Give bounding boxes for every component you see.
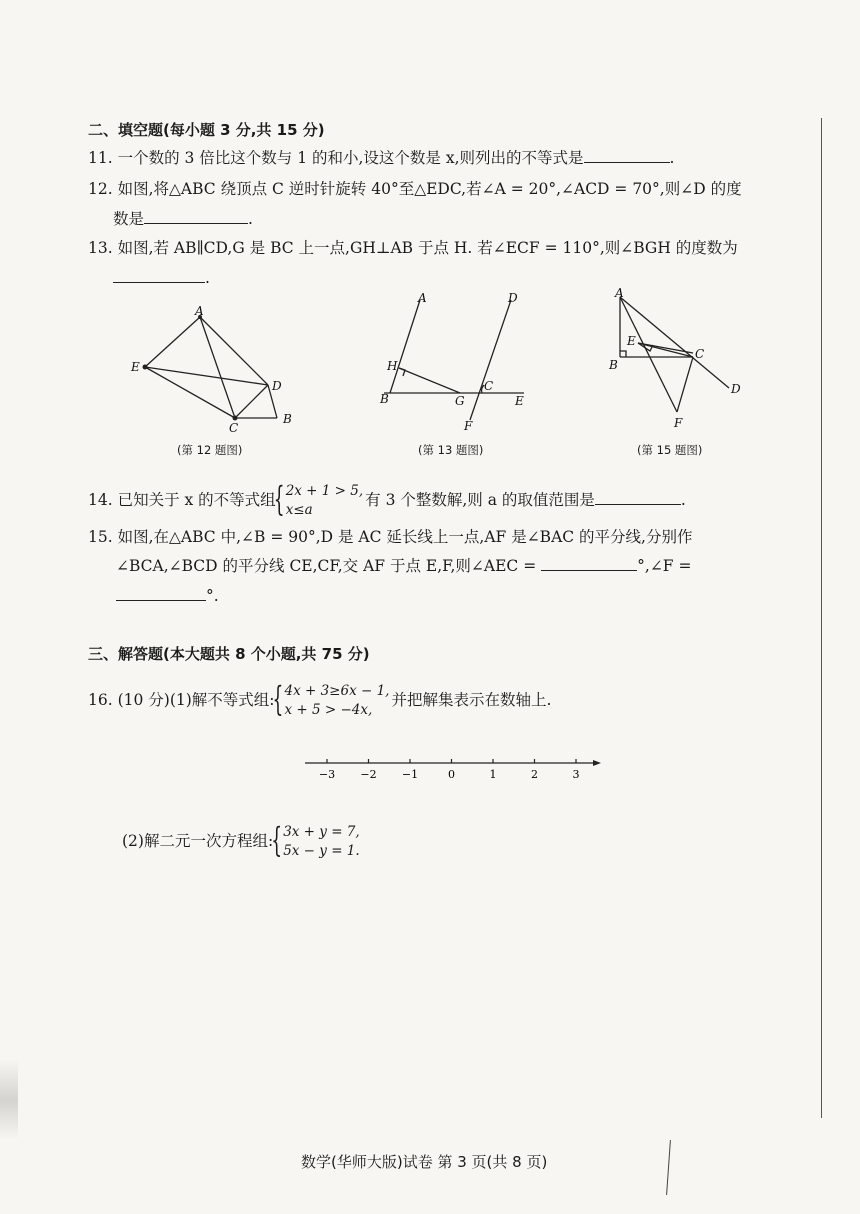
q14-inequality-system [278,482,363,520]
q16-sys-line1: { 4x + 3≥6x − 1, [284,683,390,699]
q12-line2-text: 数是 [113,210,145,228]
fig12-label-b: B [283,412,292,426]
fig13-label-d: D [508,291,518,305]
fig13-label-b: B [380,392,389,406]
fig15-caption: (第 15 题图) [637,443,703,457]
q16-sys-line2: x + 5 > −4x, [284,702,373,718]
number-line-tick-label: 0 [448,768,455,781]
question-11 [88,148,674,168]
figure-12 [125,305,305,435]
q13-answer-blank[interactable] [113,268,205,283]
fig13-label-g: G [455,394,465,408]
q16-part2-prefix: (2)解二元一次方程组: [122,832,274,850]
fig13-label-a: A [418,291,427,305]
number-line-tick-label: −1 [401,768,419,781]
scan-mark [666,1140,671,1195]
q16-equation-system [275,823,360,861]
q14-suffix: 有 3 个整数解,则 a 的取值范围是 [365,491,595,509]
fig15-label-f: F [674,416,683,430]
q12-answer-blank[interactable] [144,209,248,224]
fig13-label-c: C [484,379,494,393]
question-12-line1: 12. 如图,将△ABC 绕顶点 C 逆时针旋转 40°至△EDC,若∠A = 20°,∠ACD = 70°,则∠D 的度 [88,180,742,198]
number-line-tick-label: 1 [489,768,497,781]
number-line [305,755,605,785]
question-13-line2 [113,268,210,288]
number-line-tick-label: −3 [318,768,336,781]
question-16-part2 [122,823,362,861]
fig12-label-e: E [131,360,140,374]
fig12-label-d: D [272,379,282,393]
fig15-label-e: E [627,334,636,348]
question-12-line2 [113,209,253,229]
q16-suffix: 并把解集表示在数轴上. [391,691,552,709]
q16-eq-line2: 5x − y = 1. [283,843,360,859]
number-line-tick-label: −2 [360,768,377,781]
fig13-label-f: F [464,419,473,433]
q11-end: . [669,149,675,167]
q14-prefix: 14. 已知关于 x 的不等式组 [88,491,276,509]
fig13-caption: (第 13 题图) [418,443,484,457]
section-2-title: 二、填空题(每小题 3 分,共 15 分) [88,121,325,139]
section-3-title: 三、解答题(本大题共 8 个小题,共 75 分) [88,645,370,663]
q15-line2-text: ∠BCA,∠BCD 的平分线 CE,CF,交 AF 于点 E,F,则∠AEC = [116,557,537,575]
fig13-label-e: E [515,394,524,408]
q15-line2-end: °,∠F = [637,557,692,575]
question-15-line3 [116,586,219,606]
q13-end: . [205,269,210,287]
q12-end: . [248,210,253,228]
margin-rule [821,118,822,1118]
number-line-tick-label: 2 [531,768,538,781]
question-13-line1: 13. 如图,若 AB∥CD,G 是 BC 上一点,GH⊥AB 于点 H. 若∠ECF = 110°,则∠BGH 的度数为 [88,239,738,257]
fig15-label-c: C [695,347,705,361]
q14-sys-line1: { 2x + 1 > 5, [285,483,364,499]
figure-13 [378,290,538,435]
q11-answer-blank[interactable] [584,148,670,163]
question-15-line1: 15. 如图,在△ABC 中,∠B = 90°,D 是 AC 延长线上一点,AF 是∠BAC 的平分线,分别作 [88,528,693,546]
q16-prefix: 16. (10 分)(1)解不等式组: [88,691,275,709]
q14-answer-blank[interactable] [595,490,681,505]
fig12-label-c: C [229,421,239,435]
q16-eq-line1: { 3x + y = 7, [283,824,360,840]
q15-aec-blank[interactable] [541,556,637,571]
fig12-caption: (第 12 题图) [177,443,243,457]
page-footer: 数学(华师大版)试卷 第 3 页(共 8 页) [301,1153,548,1171]
q14-sys-line2: x≤a [285,502,313,518]
q11-text: 11. 一个数的 3 倍比这个数与 1 的和小,设这个数是 x,则列出的不等式是 [88,149,584,167]
question-16-part1 [88,682,551,720]
question-15-line2 [116,556,691,576]
number-line-tick-label: 3 [572,768,580,781]
fig15-label-d: D [731,382,741,396]
q14-end: . [680,491,686,509]
fig13-label-h: H [387,359,398,373]
fig15-label-b: B [609,358,618,372]
fig15-label-a: A [615,286,624,300]
q16-inequality-system [277,682,390,720]
q15-line3-end: °. [206,587,219,605]
q15-f-blank[interactable] [116,586,206,601]
scan-smudge [0,1060,18,1140]
question-14 [88,482,686,520]
figure-15 [605,285,750,435]
fig12-label-a: A [195,305,204,318]
